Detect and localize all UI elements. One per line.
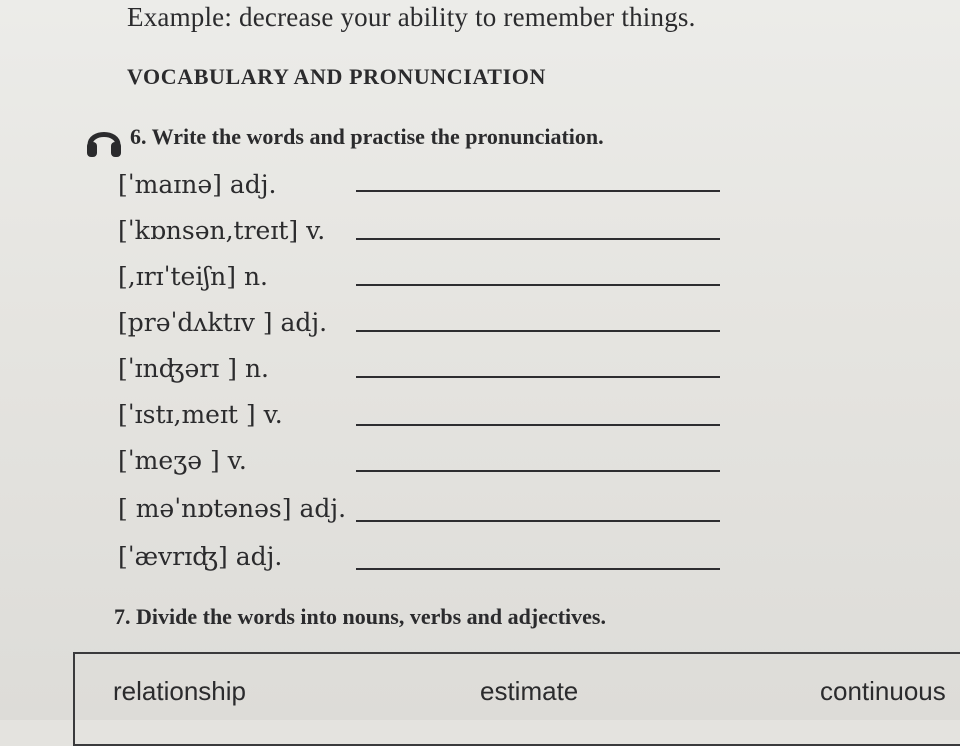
word-relationship: relationship bbox=[113, 676, 246, 706]
vocab-item bbox=[0, 262, 960, 302]
phonetic-transcription: [ˈɪstɪ,meɪt ] v. bbox=[118, 400, 283, 429]
vocab-item bbox=[0, 170, 960, 210]
phonetic-transcription: [ˈmaɪnə] adj. bbox=[118, 170, 277, 199]
phonetic-transcription: [,ɪrɪˈteiʃn] n. bbox=[118, 262, 268, 291]
phonetic-transcription: [ˈævrɪʤ] adj. bbox=[118, 542, 283, 571]
phonetic-transcription: [ˈkɒnsən,treɪt] v. bbox=[118, 216, 326, 245]
vocab-item bbox=[0, 354, 960, 394]
answer-line[interactable] bbox=[356, 238, 720, 240]
answer-line[interactable] bbox=[356, 376, 720, 378]
answer-line[interactable] bbox=[356, 190, 720, 192]
vocab-item bbox=[0, 400, 960, 440]
word-estimate: estimate bbox=[480, 676, 579, 706]
phonetic-transcription: [ˈmeʒə ] v. bbox=[118, 446, 247, 475]
answer-line[interactable] bbox=[356, 424, 720, 426]
vocab-item bbox=[0, 216, 960, 256]
show-through-text bbox=[690, 42, 696, 68]
headphones-icon bbox=[84, 121, 124, 161]
phonetic-transcription: [ məˈnɒtənəs] adj. bbox=[118, 494, 347, 523]
answer-line[interactable] bbox=[356, 520, 720, 522]
word-continuous: continuous bbox=[820, 676, 946, 706]
answer-line[interactable] bbox=[356, 284, 720, 286]
vocab-item bbox=[0, 542, 960, 582]
phonetic-transcription: [prəˈdʌktɪv ] adj. bbox=[118, 308, 328, 337]
vocab-item bbox=[0, 494, 960, 534]
answer-line[interactable] bbox=[356, 330, 720, 332]
vocab-item bbox=[0, 308, 960, 348]
vocab-item bbox=[0, 446, 960, 486]
answer-line[interactable] bbox=[356, 470, 720, 472]
phonetic-transcription: [ˈɪnʤərɪ ] n. bbox=[118, 354, 269, 383]
answer-line[interactable] bbox=[356, 568, 720, 570]
exercise-7-title: 7. Divide the words into nouns, verbs and adjectives. bbox=[114, 604, 606, 629]
exercise-6-title: 6. Write the words and practise the pronunciation. bbox=[130, 124, 604, 149]
example-sentence: Example: decrease your ability to remember things. bbox=[127, 2, 696, 32]
section-heading: VOCABULARY AND PRONUNCIATION bbox=[127, 64, 546, 89]
